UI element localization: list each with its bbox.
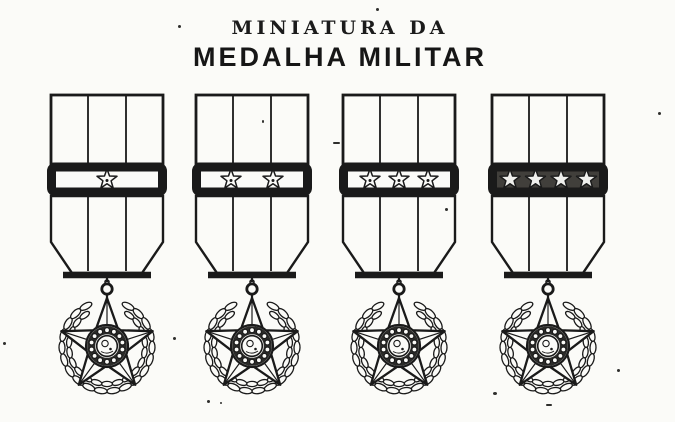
wreath-leaf	[520, 301, 534, 312]
wreath-leaf	[141, 347, 148, 359]
medallion-bead	[384, 353, 389, 358]
medallion-bead	[390, 358, 395, 363]
medallion-bead	[384, 334, 389, 339]
wreath-leaf	[500, 341, 506, 354]
suspension-ring	[394, 278, 404, 299]
medallion-bead	[98, 329, 103, 334]
pendant-medallion	[378, 325, 420, 367]
medallion-bead	[533, 334, 538, 339]
scan-speck	[445, 208, 448, 211]
medallion-bead	[111, 329, 116, 334]
medallion-effigy-dot	[109, 348, 112, 351]
scan-speck	[333, 142, 340, 144]
medalha-militar-clasp-4-stars	[483, 92, 613, 410]
wreath-leaf	[433, 347, 440, 359]
medallion-bead	[546, 359, 551, 364]
clasp-bar	[493, 167, 604, 192]
wreath-leaf	[386, 387, 400, 395]
scan-speck	[262, 120, 264, 123]
medallion-bead	[381, 340, 386, 345]
medallion-bead	[250, 328, 255, 333]
medallion-bead	[120, 340, 125, 345]
page-title-line1: MINIATURA DA	[231, 17, 449, 39]
medalha-militar-clasp-2-stars	[187, 92, 317, 410]
medallion-bead	[412, 340, 417, 345]
medallion-bead	[243, 329, 248, 334]
ribbon-upper	[196, 95, 308, 164]
wreath-leaf	[79, 301, 93, 312]
medallion-bead	[558, 334, 563, 339]
ribbon-upper	[343, 95, 455, 164]
medallion-bead	[117, 353, 122, 358]
medalha-militar-clasp-1-star	[42, 92, 172, 410]
medallion-bead	[539, 358, 544, 363]
medallion-bead	[105, 359, 110, 364]
medallion-bead	[237, 334, 242, 339]
wreath-leaf	[398, 387, 412, 395]
medallion-effigy-dot	[401, 348, 404, 351]
medallion-bead	[552, 358, 557, 363]
medallion-bead	[89, 347, 94, 352]
medallion-bead	[237, 353, 242, 358]
ribbon-upper	[51, 95, 163, 164]
page-title-line2: MEDALHA MILITAR	[193, 42, 487, 72]
clasp-star-center-dot	[230, 179, 233, 182]
scan-speck	[173, 337, 176, 340]
scan-speck	[3, 342, 6, 345]
scan-speck	[617, 369, 620, 372]
medallion-bead	[89, 340, 94, 345]
medallion-bead	[262, 334, 267, 339]
medallion-bead	[533, 353, 538, 358]
clasp-star-center-dot	[427, 179, 430, 182]
medallion-bead	[234, 347, 239, 352]
scan-speck	[493, 392, 497, 395]
wreath-leaf	[294, 341, 300, 354]
medallion-bead	[397, 328, 402, 333]
clasp-bar	[344, 167, 455, 192]
wreath-leaf	[351, 341, 357, 354]
medallion-bead	[381, 347, 386, 352]
clasp-star-center-dot	[106, 179, 109, 182]
wreath-leaf	[204, 341, 210, 354]
wreath-leaf	[247, 381, 258, 386]
medallion-bead	[243, 358, 248, 363]
clasp-star-center-dot	[369, 179, 372, 182]
medal-illustration-2	[187, 92, 317, 410]
medal-illustration-3	[334, 92, 464, 410]
wreath-leaf	[239, 387, 253, 395]
medallion-bead	[561, 340, 566, 345]
medallion-bead	[250, 359, 255, 364]
pendant-medallion	[527, 325, 569, 367]
medallion-bead	[561, 347, 566, 352]
medal-illustration-1	[42, 92, 172, 410]
medallion-bead	[120, 347, 125, 352]
wreath-leaf	[106, 387, 120, 395]
scan-speck	[546, 404, 552, 406]
ribbon-lower	[492, 196, 604, 273]
pendant-medallion	[231, 325, 273, 367]
medallion-bead	[403, 358, 408, 363]
medallion-bead	[530, 340, 535, 345]
medallion-bead	[105, 328, 110, 333]
medallion-bead	[98, 358, 103, 363]
wreath-leaf	[358, 347, 365, 359]
medallion-bead	[256, 329, 261, 334]
ribbon-upper	[492, 95, 604, 164]
wreath-leaf	[94, 387, 108, 395]
wreath-leaf	[543, 381, 554, 386]
ribbon-lower	[51, 196, 163, 273]
wreath-leaf	[59, 341, 65, 354]
medallion-bead	[265, 340, 270, 345]
wreath-leaf	[66, 347, 73, 359]
scan-speck	[658, 112, 661, 115]
clasp-star-center-dot	[272, 179, 275, 182]
wreath-leaf	[582, 347, 589, 359]
medallion-bead	[558, 353, 563, 358]
scan-speck	[376, 8, 379, 11]
medallion-bead	[92, 334, 97, 339]
suspension-ring	[247, 278, 257, 299]
clasp-star-center-dot	[398, 179, 401, 182]
medallion-effigy-dot	[254, 348, 257, 351]
wreath-leaf	[394, 381, 405, 386]
medallion-bead	[111, 358, 116, 363]
medal-illustration-4	[483, 92, 613, 410]
suspension-ring	[543, 278, 553, 299]
scan-speck	[178, 25, 181, 28]
pendant-medallion	[86, 325, 128, 367]
wreath-leaf	[547, 387, 561, 395]
clasp-bar	[52, 167, 163, 192]
ribbon-lower	[196, 196, 308, 273]
medallion-bead	[539, 329, 544, 334]
wreath-leaf	[224, 301, 238, 312]
medallion-bead	[234, 340, 239, 345]
wreath-leaf	[286, 347, 293, 359]
medallion-bead	[546, 328, 551, 333]
wreath-leaf	[251, 387, 265, 395]
wreath-leaf	[211, 347, 218, 359]
medallion-bead	[412, 347, 417, 352]
medallion-bead	[265, 347, 270, 352]
clasp-bar	[197, 167, 308, 192]
medallion-effigy-dot	[550, 348, 553, 351]
scan-speck	[207, 400, 210, 403]
ribbon-lower	[343, 196, 455, 273]
medallion-bead	[262, 353, 267, 358]
medallion-bead	[117, 334, 122, 339]
medallion-bead	[552, 329, 557, 334]
wreath-leaf	[441, 341, 447, 354]
scan-speck	[220, 402, 222, 404]
medalha-militar-clasp-3-stars	[334, 92, 464, 410]
medallion-bead	[403, 329, 408, 334]
medallion-bead	[409, 353, 414, 358]
medallion-bead	[390, 329, 395, 334]
wreath-leaf	[535, 387, 549, 395]
medallion-bead	[409, 334, 414, 339]
medallion-bead	[397, 359, 402, 364]
suspension-ring	[102, 278, 112, 299]
medallion-bead	[256, 358, 261, 363]
wreath-leaf	[590, 341, 596, 354]
wreath-leaf	[102, 381, 113, 386]
medallion-bead	[92, 353, 97, 358]
clasp-bar-frame	[197, 167, 308, 192]
medallion-bead	[530, 347, 535, 352]
title-block	[10, 17, 670, 73]
wreath-leaf	[149, 341, 155, 354]
wreath-leaf	[371, 301, 385, 312]
wreath-leaf	[507, 347, 514, 359]
